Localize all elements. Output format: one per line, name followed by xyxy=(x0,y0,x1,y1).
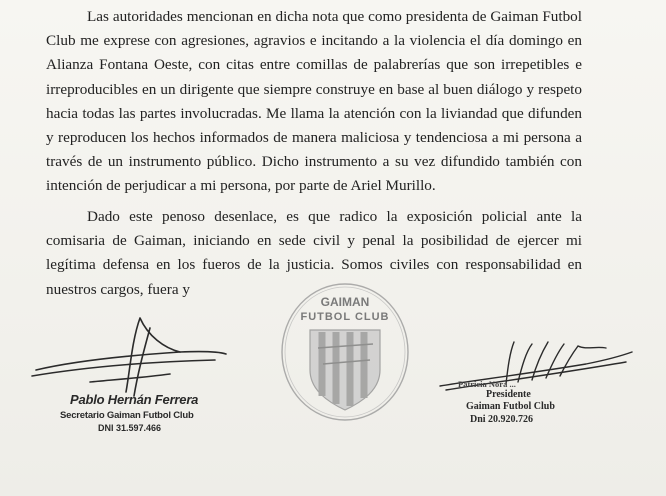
signature-right-club: Gaiman Futbol Club xyxy=(466,401,555,412)
club-seal xyxy=(278,278,412,424)
seal-shield-icon xyxy=(310,330,380,410)
seal-line-1: GAIMAN xyxy=(320,295,370,309)
signature-right-role: Presidente xyxy=(486,389,531,400)
body-paragraph-1: Las autoridades mencionan en dicha nota que como presidenta de Gaiman Futbol Club me exprese con agresiones, agravios e incitando a la violencia el día domingo en Alianza Fontana Oeste, con citas entre comillas de palabrerías que son irrepetibles e irreproducibles en un dirigente que siempre construye en base al buen diálogo y respeto hacia todas las partes involucradas. Me llama la atención con la liviandad que difunden y reproducen los hechos informados de manera maliciosa y tendenciosa a mi persona a través de un instrumento público. Dicho instrumento a su vez difundido también con intención de perjudicar a mi persona, por parte de Ariel Murillo. xyxy=(46,8,582,195)
body-paragraph-2: Dado este penoso desenlace, es que radico la exposición policial ante la comisaria de Gaiman, iniciando en sede civil y penal la posibilidad de ejercer mi legítima defensa en los fueros de la justicia. Somos civiles con responsabilidad en nuestros cargos, fuera y xyxy=(46,208,582,298)
seal-line-2: FUTBOL CLUB xyxy=(300,311,390,323)
signature-right-dni: Dni 20.920.726 xyxy=(470,414,534,425)
signature-left-role: Secretario Gaiman Futbol Club xyxy=(60,410,194,421)
signature-right-name: Patricia Nora ... xyxy=(458,379,516,389)
signature-left-name: Pablo Hernán Ferrera xyxy=(70,392,199,407)
signature-left-dni: DNI 31.597.466 xyxy=(98,423,162,433)
